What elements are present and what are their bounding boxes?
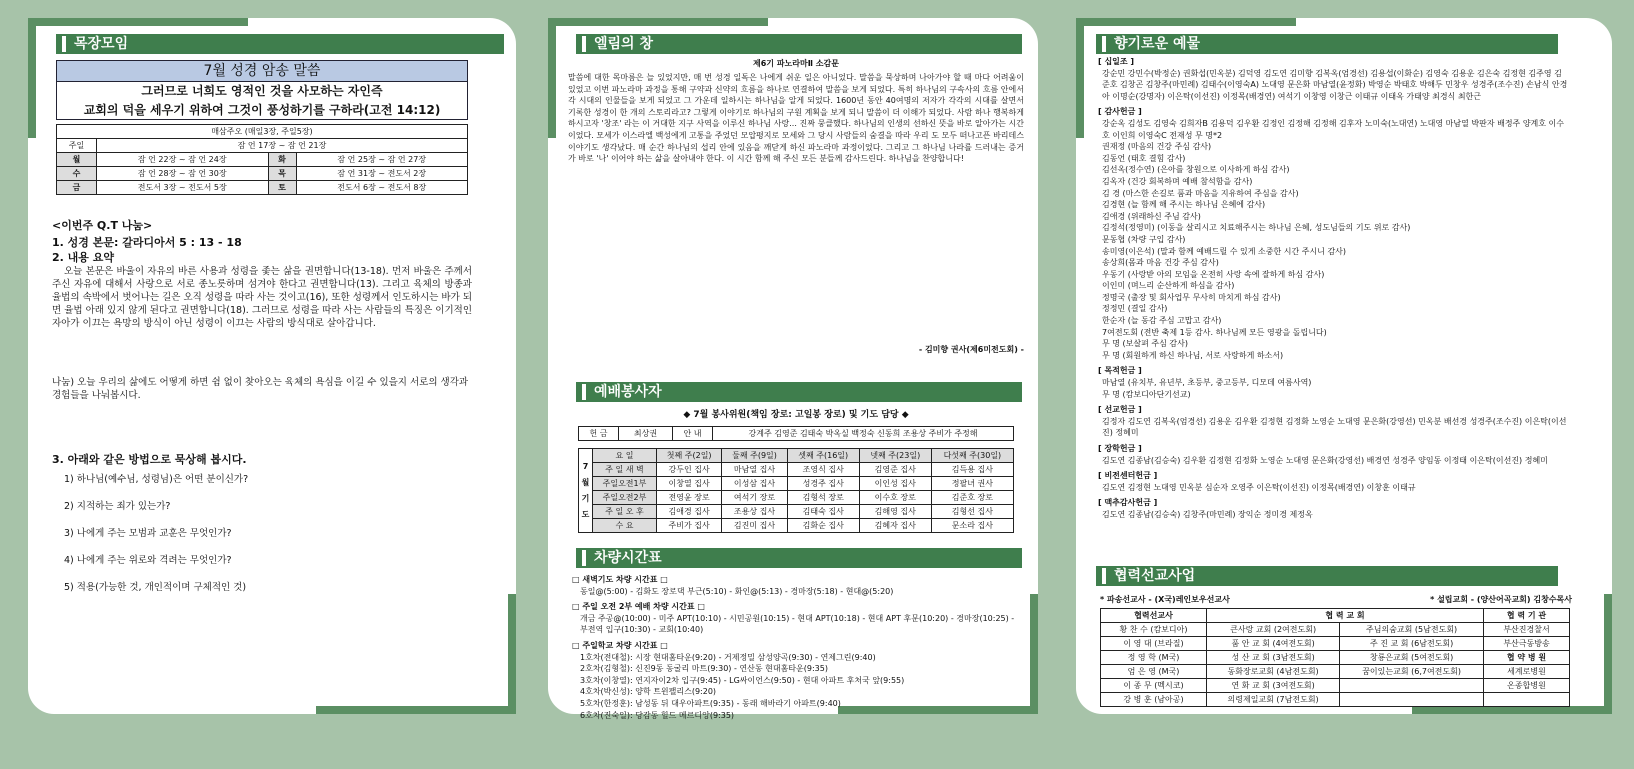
mission-cell: 정 영 학 (M국) <box>1101 651 1207 665</box>
reading-range: 잠 언 22장 ~ 잠 언 24장 <box>97 153 269 167</box>
panel-card <box>1076 18 1612 714</box>
prayer-cell: 김형선 집사 <box>931 505 1013 519</box>
table-row <box>1101 623 1570 637</box>
reading-day: 주일 <box>57 139 97 153</box>
section-heading: 엘림의 창 <box>576 34 1022 54</box>
offering-title: [ 맥추감사헌금 ] <box>1098 498 1158 508</box>
qt-question: 2) 지적하는 죄가 있는가? <box>64 501 171 512</box>
prayer-service: 주 일 오 후 <box>593 505 657 519</box>
table-row <box>1101 651 1570 665</box>
prayer-cell: 김혜자 집사 <box>859 519 931 533</box>
offering-title: [ 선교헌금 ] <box>1098 405 1142 415</box>
section-heading: 향기로운 예물 <box>1096 34 1558 54</box>
bus-title: □ 주일학교 차량 시간표 □ <box>572 640 668 650</box>
prayer-cell: 정팔녀 권사 <box>931 477 1013 491</box>
table-row <box>1101 665 1570 679</box>
prayer-cell: 이성삼 집사 <box>722 477 787 491</box>
reading-day: 토 <box>268 181 296 195</box>
essay-title: 제6기 파노라마Ⅱ 소감문 <box>753 59 839 68</box>
table-row <box>1101 693 1570 707</box>
prayer-cell: 이수호 장로 <box>859 491 931 505</box>
table-row <box>579 491 1014 505</box>
prayer-cell: 여석기 장로 <box>722 491 787 505</box>
mission-note: * 파송선교사 - (X국)레인보우선교사 <box>1100 595 1230 604</box>
service-title: ◆ 7월 봉사위원(책임 장로: 고일봉 장로) 및 기도 담당 ◆ <box>683 410 909 420</box>
qt-question: 1) 하나님(예수님, 성령님)은 어떤 분이신가? <box>64 474 249 485</box>
offering-title: [ 목적헌금 ] <box>1098 366 1142 376</box>
offering-title: [ 감사헌금 ] <box>1098 107 1142 117</box>
mission-cell: 부산극동방송 <box>1484 637 1570 651</box>
prayer-service: 주 일 새 벽 <box>593 463 657 477</box>
mission-cell: 황 찬 수 (캄보디아) <box>1101 623 1207 637</box>
mission-header: 협력선교사 <box>1101 609 1207 623</box>
reading-range: 잠 언 31장 ~ 전도서 2장 <box>296 167 468 181</box>
prayer-cell: 김준호 장로 <box>931 491 1013 505</box>
essay-body: 말씀에 대한 목마름은 늘 있었지만, 매 번 성경 일독은 나에게 쉬운 일은 아니었다. 말씀을 묵상하며 나아가야 할 때 마다 어려움이 있었고 이번 파노라마 과정을 통해 구약과 신약의 흐름을 하나로 연결하여 말씀을 보게 되었다. 특히 하나님의 구속사의 흐름 안에서 각 시대의 인물들을 보게 되었고 그 가운데 일하시는 하나님을 알게 되었다. 1600년 동안 40여명의 저자가 각각의 시대를 살면서 기록한 성경이 한 개의 스토리라고? 그렇게 이야기로 하나님의 구원 계획을 보게 되니 말씀이 더 이해가 되었다. 사람 하나 행복하게 하시고자 '창조' 라는 이 거대한 지구 사역을 이루신 하나님 사랑... 진짜 뭉클했다. 하나님의 인생의 선하신 뜻을 바로 알아가는 시간이었다. 모세가 이스라엘 백성에게 고통을 주었던 모압평지로 모세와 그 당시 사람들의 숨결을 따라 우리 도 모두 떠나고픈 바리데스 이야기도 생각났다. 매 순간 하나님의 섭리 안에 있음을 깨닫게 하신 파노라마 과정이었다. 그리고 그 하나님 나라를 드러내는 증거가 바로 '나' 이어야 하는 삶을 살아내야 한다. 이 시간 함께 해 주신 모든 분들께 감사드린다. 하나님을 찬양합니다! <box>568 73 1024 164</box>
bus-route: 1호차(전대철): 시장 현대홈타운(9:20) - 거제정밀 삼성양곡(9:30) - 연제그린(9:40) 2호차(김형철): 신진9동 동굴리 마트(9:30) - 연산동 현대홈타운(9:35) 3호차(이창열): 연지자이2차 입구(9:45) - LG싸이언스(9:50) - 현대 아파트 후처국 앞(9:55) 4호차(박신성): 양학 트윈팰리스(9:20) 5호차(한정훈): 남성동 뒤 대우아파트(9:35) - 동래 해바라기 아파트(9:40) 6호차(진숙일): 당감동 힐드 메르디앙(9:35) <box>580 652 905 720</box>
reading-table <box>56 124 468 195</box>
section-heading: 차량시간표 <box>576 548 1022 568</box>
mission-cell: 품 안 교 회 (4여전도회) <box>1207 637 1340 651</box>
qt-section <box>52 218 472 594</box>
mission-cell: 온종합병원 <box>1484 679 1570 693</box>
mission-header: 협 력 교 회 <box>1207 609 1484 623</box>
mission-cell: 의령제일교회 (7남전도회) <box>1207 693 1340 707</box>
section-heading: 협력선교사업 <box>1096 566 1558 586</box>
prayer-service: 주일오전1부 <box>593 477 657 491</box>
mission-cell <box>1340 693 1484 707</box>
mission-cell: 세계로병원 <box>1484 665 1570 679</box>
prayer-header: 요 일 <box>593 449 657 463</box>
mission-cell: 창룡은교회 (5여전도회) <box>1340 651 1484 665</box>
prayer-cell: 강두인 집사 <box>656 463 721 477</box>
qt-title: <이번주 Q.T 나눔> <box>52 219 153 232</box>
prayer-cell: 김해영 집사 <box>859 505 931 519</box>
bus-schedule <box>572 574 1024 721</box>
table-row <box>579 505 1014 519</box>
prayer-cell: 김형석 장로 <box>787 491 859 505</box>
prayer-cell: 문소라 집사 <box>931 519 1013 533</box>
reading-range: 잠 언 25장 ~ 잠 언 27장 <box>296 153 468 167</box>
panel-card <box>548 18 1038 720</box>
qt-summary-label: 2. 내용 요약 <box>52 251 114 264</box>
qt-meditate-label: 3. 아래와 같은 방법으로 묵상해 봅시다. <box>52 453 247 466</box>
prayer-cell: 김진미 집사 <box>722 519 787 533</box>
mission-cell: 이 종 무 (멕시코) <box>1101 679 1207 693</box>
prayer-header: 둘째 주(9일) <box>722 449 787 463</box>
prayer-cell: 주비가 집사 <box>656 519 721 533</box>
prayer-cell: 김애경 집사 <box>656 505 721 519</box>
offering-names: 강순옥 김성도 김영숙 김희자B 김용덕 김우환 김정인 김정해 김정해 김후자 노미숙(노대연) 노대영 마남열 박판자 배정주 양계호 이수호 이인희 이영숙C 전재성 무 명*2 권재정 (마음의 건강 주심 감사) 김동언 (태호 결힘 감사) 김선옥(정수연) (은아를 창원으로 이사하게 하심 감사) 김옥자 (건강 회복하며 예배 참석함을 감사) 김 경 (마스한 손길로 품과 마음을 지유하여 주심을 감사) 김경현 (늘 함께 해 주시는 하나님 은혜에 감사) 김애경 (위래하신 주님 감사) 김정석(정영미) (이동을 살리시고 치료해주시는 하나님 은혜, 성도님들의 기도 위로 감사) 문동협 (차량 구입 감사) 송미영(이은석) (말과 함께 예배드릴 수 있게 소중한 시간 주시니 감사) 송상희(몸과 마음 건강 주심 감사) 우동기 (사랑받 아의 모임을 온전히 사랑 속에 잘하게 하심 감사) 이인미 (며느리 순산하게 하심을 감사) 정명국 (출장 및 회사업무 무사히 마치게 하심 감사) 정정민 (결일 감사) 한순자 (늘 동감 주심 고맙고 감사) 7여전도회 (전반 축제 1등 감사. 하나님께 모든 영광을 돌립니다) 무 명 (보살펴 주심 감사) 무 명 (회원하게 하신 하나님, 서로 사랑하게 하소서) <box>1102 118 1564 360</box>
essay-signature: - 김미향 권사(제6미전도회) - <box>918 345 1024 354</box>
qt-question: 3) 나에게 주는 모범과 교훈은 무엇인가? <box>64 528 232 539</box>
mission-cell: 성 산 교 회 (3남전도회) <box>1207 651 1340 665</box>
offerings-list <box>1098 56 1568 560</box>
mission-cell: 연 화 교 회 (3여전도회) <box>1207 679 1340 693</box>
bus-title: □ 새벽기도 차량 시간표 □ <box>572 575 668 584</box>
prayer-header: 첫째 주(2일) <box>656 449 721 463</box>
offering-title: [ 비전센터헌금 ] <box>1098 471 1158 481</box>
table-row <box>579 519 1014 533</box>
verse-box <box>56 60 468 120</box>
prayer-cell: 김태숙 집사 <box>787 505 859 519</box>
bus-route: 동일@(5:00) - 김화도 장로댁 부근(5:10) - 화인@(5:13) - 경마장(5:18) - 현대@(5:20) <box>580 586 894 596</box>
mission-cell <box>1484 693 1570 707</box>
panel-card <box>28 18 516 714</box>
reading-day: 금 <box>57 181 97 195</box>
service-cell: 안 내 <box>673 427 713 441</box>
mission-cell: 동화장로교회 (4남전도회) <box>1207 665 1340 679</box>
reading-range: 전도서 6장 ~ 전도서 8장 <box>296 181 468 195</box>
offering-names: 김도연 김종남(김승숙) 김우환 김정현 김정화 노영순 노대영 문은화(강영선) 배경연 성경주 양임동 이정태 이은탁(이선진) 정혜미 <box>1102 455 1548 465</box>
qt-summary: 오늘 본문은 바울이 자유의 바른 사용과 성령을 좇는 삶을 권면합니다(13-18). 먼저 바울은 주께서 주신 자유에 대해서 사랑으로 서로 종노릇하며 섬겨야 한다고 권면합니다(13). 그리고 육체의 방종과 율법의 속박에서 벗어나는 길은 오직 성령을 따라 사는 것이고(16), 또한 성령께서 인도하시는 바가 되면 율법 아래 있지 않게 된다고 권면합니다(18). 그러므로 성령을 따라 사는 사람들의 특징은 이기적인 자아가 이끄는 욕망의 방식이 아닌 성령이 이끄는 사람의 방식대로 살아갑니다. <box>52 266 472 329</box>
verse-line1: 그러므로 너희도 영적인 것을 사모하는 자인즉 <box>141 84 383 98</box>
reading-day: 수 <box>57 167 97 181</box>
offering-names: 강순민 강민수(박정순) 권화섭(민옥분) 김덕영 김도연 김미향 김복옥(엄경선) 김용섭(이화순) 김영숙 김용운 김은숙 김정현 김주영 김준호 김창곤 김창주(마민례) 김태수(이영숙A) 노대영 문은화 마남열(윤정화) 박영순 박태호 박해두 민창우 성경주(조수진) 손남식 안경아 이명순(강명자) 이은탁(이선진) 이정목(배경연) 여석기 이창영 이창근 이태규 이태옥 가태양 최경식 최한근 <box>1102 68 1568 101</box>
table-row <box>579 463 1014 477</box>
offering-names: 마남열 (유치부, 유년부, 초등부, 중고등부, 디모데 여름사역) 무 명 (캄보디아단기선교) <box>1102 378 1312 399</box>
prayer-table <box>578 448 1014 533</box>
bus-title: □ 주일 오전 2부 예배 차량 시간표 □ <box>572 602 705 612</box>
prayer-cell: 조용상 집사 <box>722 505 787 519</box>
panel-mokjang <box>0 0 534 769</box>
mission-cell <box>1340 679 1484 693</box>
mission-header: 협 력 기 관 <box>1484 609 1570 623</box>
offering-names: 김도연 김종남(김승숙) 김창주(마민례) 장익순 정미경 제정옥 <box>1102 509 1313 519</box>
service-cell: 최상권 <box>619 427 673 441</box>
prayer-month-label: 7월기도 <box>579 449 593 533</box>
section-heading: 목장모임 <box>56 34 504 54</box>
reading-header: 매삼주오 (매일3장, 주일5장) <box>57 125 468 139</box>
mission-cell: 주님의숨교회 (5남전도회) <box>1340 623 1484 637</box>
prayer-service: 주일오전2부 <box>593 491 657 505</box>
mission-cell: 협 약 병 원 <box>1484 651 1570 665</box>
offering-names: 김정자 김도연 김복옥(엄경선) 김용운 김우환 김정현 김정화 노영순 노대영 문은화(강영선) 민옥분 배선경 성경주(조수진) 이은탁(이선진) 정혜미 <box>1102 416 1567 438</box>
mission-cell: 이 영 대 (브라질) <box>1101 637 1207 651</box>
mission-cell: 큰사랑 교회 (2여전도회) <box>1207 623 1340 637</box>
prayer-cell: 이인성 집사 <box>859 477 931 491</box>
reading-day: 월 <box>57 153 97 167</box>
service-table <box>578 426 1014 441</box>
prayer-cell: 김영준 집사 <box>859 463 931 477</box>
table-row <box>1101 679 1570 693</box>
prayer-cell: 김득용 집사 <box>931 463 1013 477</box>
mission-cell: 부산진경찰서 <box>1484 623 1570 637</box>
prayer-cell: 조영식 집사 <box>787 463 859 477</box>
prayer-header: 넷째 주(23일) <box>859 449 931 463</box>
reading-range: 전도서 3장 ~ 전도서 5장 <box>97 181 269 195</box>
prayer-cell: 전영윤 장로 <box>656 491 721 505</box>
panel-elim <box>534 0 1064 769</box>
prayer-header: 셋째 주(16일) <box>787 449 859 463</box>
prayer-cell: 마남열 집사 <box>722 463 787 477</box>
mission-cell: 엄 은 영 (M국) <box>1101 665 1207 679</box>
table-row <box>1101 637 1570 651</box>
reading-range: 잠 언 17장 ~ 잠 언 21장 <box>97 139 468 153</box>
mission-table <box>1100 608 1570 707</box>
section-heading: 예배봉사자 <box>576 382 1022 402</box>
prayer-cell: 김화순 집사 <box>787 519 859 533</box>
reading-day: 화 <box>268 153 296 167</box>
service-cell: 헌 금 <box>579 427 619 441</box>
offering-title: [ 장학헌금 ] <box>1098 444 1142 453</box>
reading-range: 잠 언 28장 ~ 잠 언 30장 <box>97 167 269 181</box>
prayer-service: 수 요 <box>593 519 657 533</box>
prayer-cell: 성경주 집사 <box>787 477 859 491</box>
mission-cell: 꿈이있는교회 (6,7여전도회) <box>1340 665 1484 679</box>
verse-line2: 교회의 덕을 세우기 위하여 그것이 풍성하기를 구하라(고전 14:12) <box>83 103 441 117</box>
panel-offering <box>1064 0 1634 769</box>
qt-question: 4) 나에게 주는 위로와 격려는 무엇인가? <box>64 555 232 566</box>
mission-cell: 강 병 훈 (남아공) <box>1101 693 1207 707</box>
prayer-header: 다섯째 주(30일) <box>931 449 1013 463</box>
mission-cell: 주 진 교 회 (6남전도회) <box>1340 637 1484 651</box>
mission-note: * 설립교회 - (양산어곡교회) 김창수목사 <box>1430 595 1572 604</box>
table-row <box>579 477 1014 491</box>
service-cell: 강계주 김영준 김태숙 박옥실 백정숙 신동희 조용상 주비가 주정해 <box>713 427 1014 441</box>
prayer-cell: 이창열 집사 <box>656 477 721 491</box>
offering-title: [ 십일조 ] <box>1098 57 1135 66</box>
qt-question: 5) 적용(가능한 것, 개인적이며 구체적인 것) <box>64 582 247 593</box>
verse-title: 7월 성경 암송 말씀 <box>57 61 467 82</box>
reading-day: 목 <box>268 167 296 181</box>
bus-route: 개금 주공@(10:00) - 미주 APT(10:10) - 시민공원(10:15) - 현대 APT(10:18) - 현대 APT 후문(10:20) - 경마장(10:25) - 부전역 입구(10:30) - 교회(10:40) <box>580 613 1015 635</box>
qt-scripture: 1. 성경 본문: 갈라디아서 5 : 13 - 18 <box>52 236 242 249</box>
offering-names: 김도연 김정현 노대영 민옥분 심순자 오영주 이은탁(이선진) 이정목(배경연) 이창훈 이태규 <box>1102 482 1416 492</box>
qt-share: 나눔) 오늘 우리의 삶에도 어떻게 하면 쉼 없이 찾아오는 육체의 욕심을 이길 수 있을지 서로의 생각과 경험들을 나눠봅시다. <box>52 377 469 401</box>
